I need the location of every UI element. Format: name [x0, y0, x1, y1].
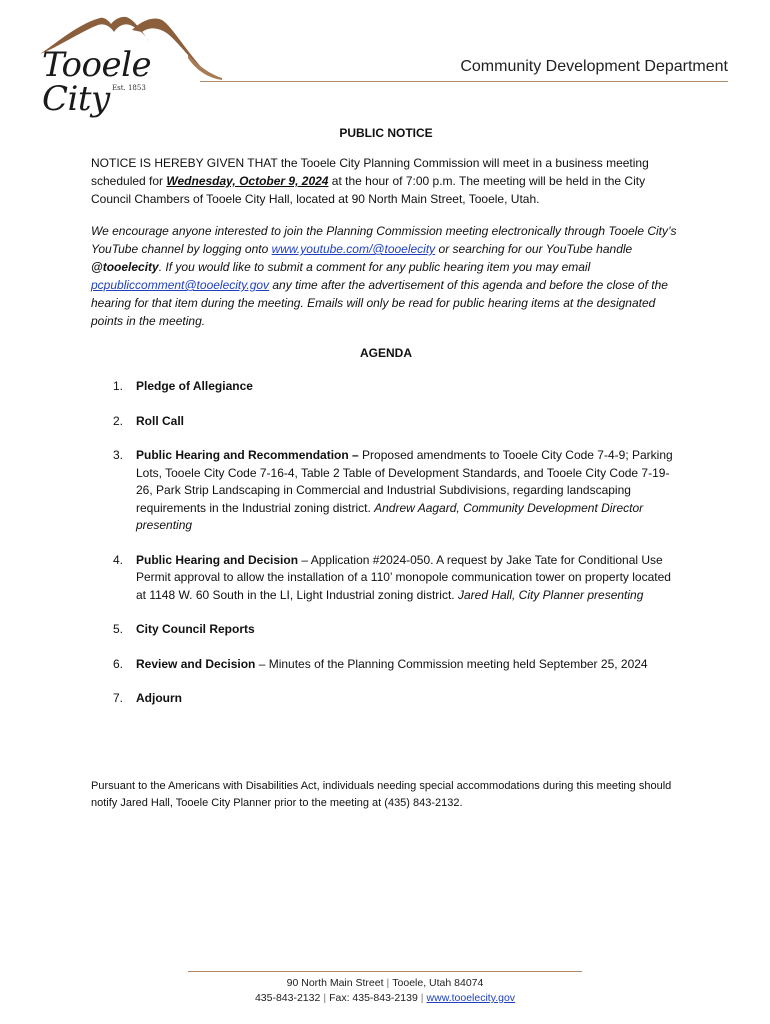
- agenda-item: [91, 656, 681, 674]
- agenda-item: [91, 690, 681, 708]
- footer-separator: |: [323, 992, 327, 1004]
- electronic-text-1: We encourage anyone interested to join the Planning Commission meeting electronically through Tooele City’s YouTube channel by logging onto: [91, 224, 677, 256]
- meeting-date: Wednesday, October 9, 2024: [166, 174, 329, 188]
- agenda-item-title: City Council Reports: [136, 622, 255, 636]
- intro-text-after: at the hour of 7:00 p.m. The meeting will be held in the City Council Chambers of Tooele City Hall, located at 90 North Main Street, Tooele, Utah.: [91, 174, 646, 206]
- agenda-item-number: 1.: [113, 379, 124, 393]
- agenda-item-presenter: Jared Hall, City Planner presenting: [457, 587, 644, 602]
- agenda-item-number: 3.: [113, 448, 124, 462]
- electronic-participation: [91, 222, 681, 330]
- agenda-item: [91, 378, 681, 396]
- intro-text-before: NOTICE IS HEREBY GIVEN THAT the Tooele City Planning Commission will meet in a business meeting scheduled for: [91, 156, 649, 188]
- agenda-item: [91, 447, 681, 535]
- footer-fax: Fax: 435-843-2139: [329, 992, 418, 1004]
- electronic-text-3: . If you would like to submit a comment for any public hearing item you may email: [158, 260, 591, 274]
- agenda-item: [91, 552, 681, 605]
- agenda-item-title: Public Hearing and Recommendation –: [136, 448, 359, 462]
- footer-phone: 435-843-2132: [254, 992, 321, 1004]
- tooele-city-logo: [38, 14, 223, 119]
- agenda-item-title: Roll Call: [136, 413, 185, 428]
- footer-address: 90 North Main Street: [286, 977, 384, 989]
- electronic-text-2: or searching for our YouTube handle: [435, 242, 633, 256]
- agenda-title: AGENDA: [359, 346, 412, 360]
- notice-title: PUBLIC NOTICE: [339, 126, 433, 140]
- youtube-handle: @tooelecity: [91, 260, 159, 274]
- youtube-link[interactable]: www.youtube.com/@tooelecity: [271, 242, 436, 256]
- logo-established: Est. 1853: [112, 84, 146, 92]
- agenda-item-title: Review and Decision: [136, 656, 256, 671]
- agenda-item-title: Public Hearing and Decision: [136, 552, 299, 567]
- agenda-item-presenter: Andrew Aagard, Community Development Director presenting: [136, 500, 644, 532]
- ada-statement: Pursuant to the Americans with Disabilities Act, individuals needing special accommodations during this meeting should notify Jared Hall, Tooele City Planner prior to the meeting at (435) 843-2132.: [91, 780, 672, 809]
- footer-separator: |: [420, 992, 424, 1004]
- agenda-item-number: 7.: [113, 691, 124, 705]
- letterhead: [0, 0, 770, 119]
- agenda-item-text: – Application #2024-050. A request by Jake Tate for Conditional Use Permit approval to allow the installation of a 110’ monopole communication tower on property located at 1148 W. 60 South in the LI, Light Industrial zoning district.: [136, 552, 671, 602]
- agenda-item-number: 2.: [113, 413, 124, 428]
- footer: [0, 976, 770, 1006]
- agenda-item: [91, 413, 681, 431]
- header-divider: [200, 81, 728, 82]
- notice-intro: [91, 154, 681, 208]
- agenda-item-title: Pledge of Allegiance: [136, 379, 253, 393]
- logo-wordmark: Tooele City: [42, 45, 152, 119]
- agenda-item-number: 5.: [113, 622, 124, 636]
- agenda-item-number: 6.: [113, 656, 124, 671]
- agenda-item-text: Proposed amendments to Tooele City Code 7-4-9; Parking Lots, Tooele City Code 7-16-4, Table 2 Table of Development Standards, and Tooele City Code 7-19-26, Park Strip Landscaping in Commercial and Industrial Subdivisions, regarding landscaping requirements in the Industrial zoning district.: [136, 448, 673, 515]
- footer-website-link[interactable]: www.tooelecity.gov: [426, 992, 516, 1004]
- electronic-text-4: any time after the advertisement of this agenda and before the close of the hearing for that item during the meeting. Emails will only be read for public hearing items at the designated points in the meeting.: [91, 278, 668, 328]
- email-link[interactable]: pcpubliccomment@tooelecity.gov: [91, 278, 270, 292]
- agenda-item-number: 4.: [113, 552, 124, 567]
- footer-separator: |: [386, 977, 390, 989]
- agenda-item: [91, 621, 681, 639]
- footer-city: Tooele, Utah 84074: [392, 977, 484, 989]
- footer-divider: [188, 971, 582, 972]
- footer-address-line: [0, 976, 770, 991]
- notice-body: [91, 124, 681, 725]
- agenda-list: [91, 378, 681, 708]
- agenda-item-text: – Minutes of the Planning Commission meeting held September 25, 2024: [255, 656, 648, 671]
- agenda-item-title: Adjourn: [136, 691, 182, 705]
- footer-contact-line: [0, 991, 770, 1006]
- department-name: Community Development Department: [460, 58, 728, 75]
